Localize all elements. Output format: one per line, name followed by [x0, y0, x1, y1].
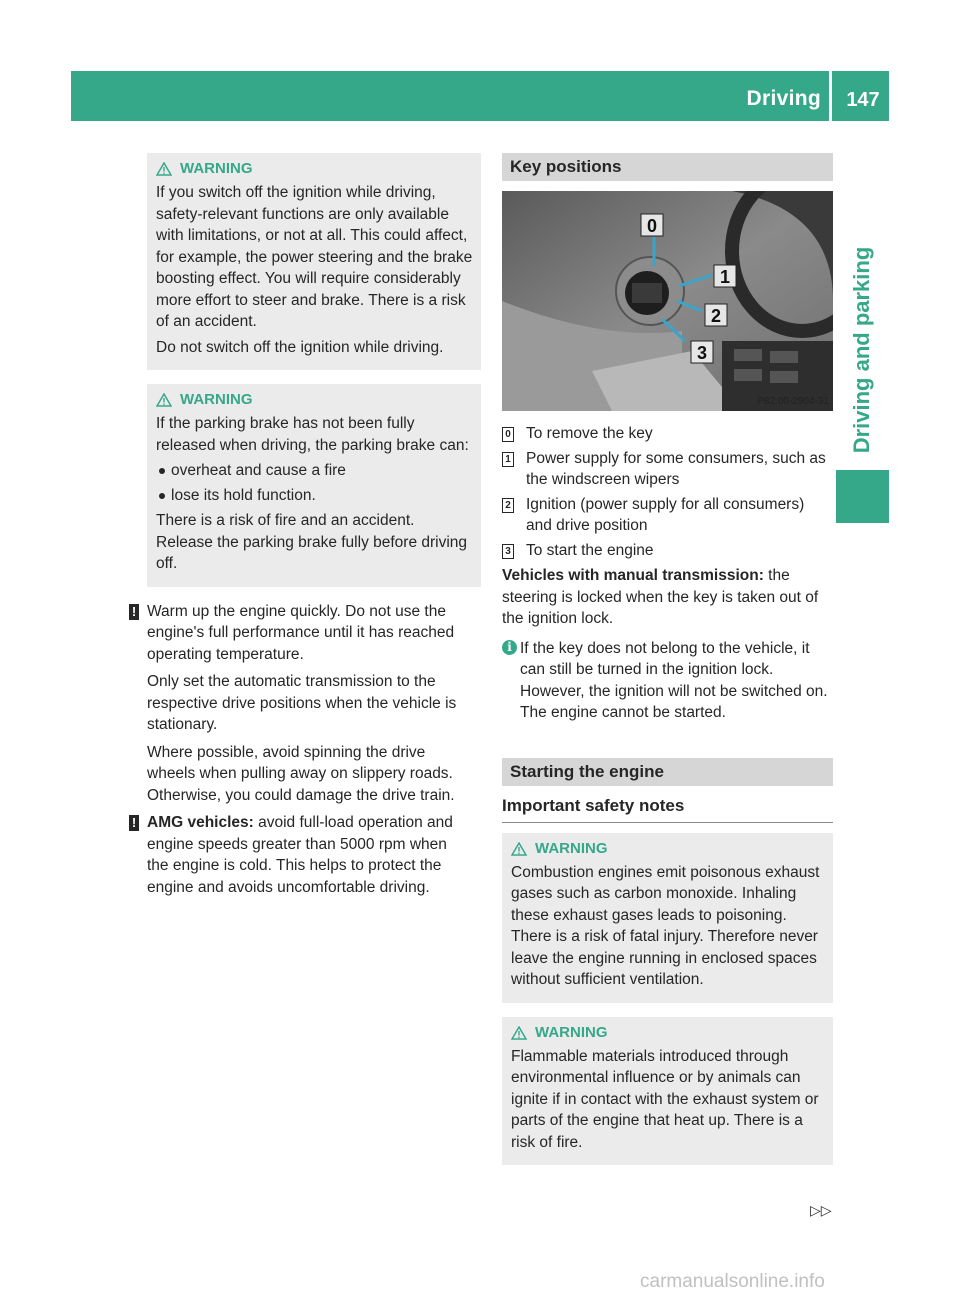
page-number: 147	[846, 89, 880, 111]
manual-text: the steering is locked when the key is taken out of the ignition lock.	[502, 567, 819, 627]
warning-label: WARNING	[535, 839, 608, 857]
warning-text: Do not switch off the ignition while driving.	[156, 338, 444, 356]
exclamation-icon: !	[129, 604, 139, 620]
key-position-list	[502, 423, 833, 561]
warning-text: If the parking brake has not been fully released when driving, the parking brake can:	[156, 415, 469, 454]
callout-2: 2	[710, 306, 722, 326]
manual-bold-lead: Vehicles with manual transmission:	[502, 567, 764, 584]
info-text: The engine cannot be started.	[520, 704, 726, 721]
manual-transmission-note	[502, 565, 833, 630]
warning-heading	[511, 1021, 825, 1045]
continue-arrow-icon: ▷▷	[810, 1202, 832, 1218]
subsection-heading: Important safety notes	[502, 794, 833, 823]
warning-label: WARNING	[535, 1023, 608, 1041]
side-tab-marker	[836, 470, 889, 523]
section-heading: Starting the engine	[502, 758, 833, 786]
list-item	[502, 540, 833, 562]
warning-box	[147, 384, 481, 587]
position-text: Ignition (power supply for all consumers) and drive position	[526, 495, 805, 534]
warning-heading	[156, 388, 473, 412]
callout-3: 3	[696, 343, 708, 363]
right-column	[502, 153, 833, 1165]
callout-1: 1	[719, 267, 731, 287]
info-text: If the key does not belong to the vehicle, it can still be turned in the ignition lock. However, the ignition will not be switched on.	[520, 639, 828, 700]
warning-heading	[511, 837, 825, 861]
position-text: Power supply for some consumers, such as the windscreen wipers	[526, 449, 826, 488]
info-note	[502, 638, 833, 724]
warning-text: Combustion engines emit poisonous exhaust gases such as carbon monoxide. Inhaling these exhaust gases leads to poisoning. There is a risk of fatal injury. Therefore never leave the engine running in enclosed spaces without sufficient ventilation.	[511, 863, 820, 988]
note-text: Only set the automatic transmission to the respective drive positions when the vehicle is stationary.	[147, 673, 457, 733]
position-number: 3	[502, 544, 514, 559]
warning-text: If you switch off the ignition while driving, safety-relevant functions are only available with limitations, or not at all. This could affect, for example, the power steering and the brake boosting effect. You will require considerably more effort to steer and brake. There is a risk of an accident.	[156, 184, 473, 330]
warning-box	[502, 1017, 833, 1166]
position-number: 0	[502, 427, 514, 442]
chapter-title: Driving	[746, 87, 821, 110]
warning-label: WARNING	[180, 391, 253, 409]
ignition-lock-figure	[502, 191, 833, 411]
note-body: avoid full-load operation and engine speeds greater than 5000 rpm when the engine is cold. This helps to protect the engine and avoids uncomfortable driving.	[147, 814, 453, 896]
note-text: Where possible, avoid spinning the drive wheels when pulling away on slippery roads. Otherwise, you could damage the drive train.	[147, 743, 455, 804]
caution-note	[129, 601, 463, 807]
list-item	[502, 494, 833, 537]
note-bold-lead: AMG vehicles:	[147, 814, 254, 831]
warning-box	[147, 153, 481, 370]
warning-box	[502, 833, 833, 1003]
exclamation-icon: !	[129, 815, 139, 831]
header-divider	[829, 71, 832, 121]
side-tab-label: Driving and parking	[849, 246, 874, 454]
position-number: 2	[502, 498, 514, 513]
callout-0: 0	[646, 216, 658, 236]
warning-triangle-icon	[156, 393, 172, 407]
warning-triangle-icon	[511, 1026, 527, 1040]
list-item	[502, 448, 833, 491]
list-item	[502, 423, 833, 445]
watermark: carmanualsonline.info	[640, 1271, 825, 1292]
left-column	[131, 153, 481, 904]
bullet-list	[156, 460, 473, 506]
list-item: lose its hold function.	[156, 485, 473, 507]
list-item: overheat and cause a fire	[156, 460, 473, 482]
note-text	[147, 812, 463, 898]
position-text: To remove the key	[526, 425, 653, 442]
position-text: To start the engine	[526, 541, 654, 559]
caution-note	[129, 812, 463, 898]
info-icon: i	[502, 640, 517, 655]
figure-code: P82.00-2904-31	[757, 396, 829, 407]
note-text: Warm up the engine quickly. Do not use the engine's full performance until it has reached operating temperature.	[147, 602, 455, 663]
page-header	[71, 71, 889, 121]
warning-heading	[156, 157, 473, 181]
warning-text: There is a risk of fire and an accident. Release the parking brake fully before driving off.	[156, 512, 468, 572]
position-number: 1	[502, 452, 514, 467]
warning-triangle-icon	[156, 162, 172, 176]
side-tab	[836, 246, 889, 454]
warning-label: WARNING	[180, 160, 253, 178]
ignition-lock-illustration	[502, 191, 833, 411]
warning-text: Flammable materials introduced through environmental influence or by animals can ignite if in contact with the exhaust system or parts of the engine that heat up. There is a risk of fire.	[511, 1047, 819, 1151]
section-heading: Key positions	[502, 153, 833, 181]
warning-triangle-icon	[511, 842, 527, 856]
